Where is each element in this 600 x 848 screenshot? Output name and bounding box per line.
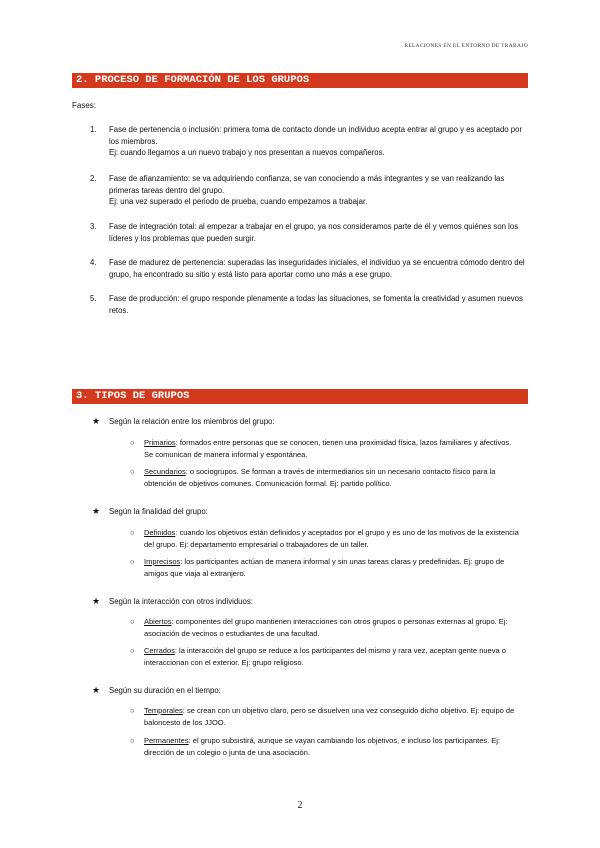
group-type-term: Imprecisos xyxy=(144,557,181,566)
section-2-title: 2. PROCESO DE FORMACIÓN DE LOS GRUPOS xyxy=(72,73,528,88)
group-type-item xyxy=(130,556,522,579)
group-type-item xyxy=(130,616,522,639)
phase-number: 5. xyxy=(90,294,97,303)
phase-text: Fase de integración total: al empezar a trabajar en el grupo, ya nos consideramos parte de él y vemos quiénes son los líderes y los problemas que pueden surgir. xyxy=(109,222,519,243)
group-type-description: : el grupo subsistirá, aunque se vayan cambiando los objetivos, e incluso los participantes. Ej: dirección de un colegio o junta de una asociación. xyxy=(144,736,501,757)
fases-label: Fases: xyxy=(72,101,97,110)
phase-item xyxy=(90,173,530,208)
group-type-term: Definidos xyxy=(144,528,176,537)
phase-number: 3. xyxy=(90,222,97,231)
circle-bullet-icon: ○ xyxy=(130,467,135,476)
group-type-description: : la interacción del grupo se reduce a los participantes del mismo y rara vez, aceptan gente nueva o interaccionan con el exterior. Ej: grupo religioso. xyxy=(144,646,506,667)
phase-number: 2. xyxy=(90,174,97,183)
category-heading xyxy=(92,596,522,608)
circle-bullet-icon: ○ xyxy=(130,617,135,626)
star-bullet-icon: ★ xyxy=(92,506,101,516)
phase-item xyxy=(90,293,530,316)
phase-text: Fase de pertenencia o inclusión: primera toma de contacto donde un individuo acepta entrar al grupo y es aceptado por los miembros. xyxy=(109,125,523,146)
circle-bullet-icon: ○ xyxy=(130,646,135,655)
phase-text: Fase de afianzamiento: se va adquiriendo confianza, se van conociendo a más integrantes y se van realizando las primeras tareas dentro del grupo. xyxy=(109,174,505,195)
phase-number: 4. xyxy=(90,258,97,267)
circle-bullet-icon: ○ xyxy=(130,438,135,447)
group-type-term: Primarios xyxy=(144,438,176,447)
phase-number: 1. xyxy=(90,125,97,134)
circle-bullet-icon: ○ xyxy=(130,706,135,715)
star-bullet-icon: ★ xyxy=(92,596,101,606)
group-type-item xyxy=(130,705,522,728)
group-type-term: Secundarios xyxy=(144,467,186,476)
circle-bullet-icon: ○ xyxy=(130,557,135,566)
group-type-item xyxy=(130,527,522,550)
category-heading xyxy=(92,685,522,697)
circle-bullet-icon: ○ xyxy=(130,736,135,745)
phase-item xyxy=(90,221,530,244)
phase-item xyxy=(90,124,530,159)
phase-text: Fase de madurez de pertenencia: superadas las inseguridades iniciales, el individuo ya se encuentra cómodo dentro del grupo, ha encontrado su sitio y está listo para aportar como uno más a ese grupo. xyxy=(109,258,525,279)
group-type-term: Cerrados xyxy=(144,646,175,655)
group-type-description: : o sociogrupos. Se forman a través de intermediarios sin un necesario contacto físico para la obtención de objetivos comunes. Comunicación formal. Ej: partido político. xyxy=(144,467,496,488)
group-type-description: : cuando los objetivos están definidos y aceptados por el grupo y es uno de los motivos de la existencia del grupo. Ej: departamento empresarial o trabajadores de un taller. xyxy=(144,528,519,549)
group-type-term: Temporales xyxy=(144,706,183,715)
star-bullet-icon: ★ xyxy=(92,416,101,426)
group-type-item xyxy=(130,645,522,668)
group-type-description: : componentes del grupo mantienen interacciones con otros grupos o personas externas al grupo. Ej: asociación de vecinos o estudiantes de una facultad. xyxy=(144,617,508,638)
group-type-description: : se crean con un objetivo claro, pero se disuelven una vez conseguido dicho objetivo. Ej: equipo de baloncesto de los JJOO. xyxy=(144,706,515,727)
category-label: Según la interacción con otros individuos: xyxy=(109,597,253,606)
group-type-term: Permanentes xyxy=(144,736,189,745)
phase-item xyxy=(90,257,530,280)
running-header: RELACIONES EN EL ENTORNO DE TRABAJO xyxy=(404,43,528,49)
star-bullet-icon: ★ xyxy=(92,685,101,695)
category-heading xyxy=(92,416,522,428)
group-type-description: : los participantes actúan de manera informal y sin unas tareas claras y predefinidas. Ej: grupo de amigos que viaja al extranjero. xyxy=(144,557,505,578)
group-type-description: : formados entre personas que se conocen, tienen una proximidad física, lazos familiares y afectivos. Se comunican de manera informal y espontánea. xyxy=(144,438,512,459)
section-3-title: 3. TIPOS DE GRUPOS xyxy=(72,389,528,404)
circle-bullet-icon: ○ xyxy=(130,528,135,537)
phase-example: Ej: una vez superado el periodo de prueba, cuando empezamos a trabajar. xyxy=(109,197,368,207)
phase-example: Ej: cuando llegamos a un nuevo trabajo y nos presentan a nuevos compañeros. xyxy=(109,148,385,158)
group-type-item xyxy=(130,466,522,489)
group-type-item xyxy=(130,437,522,460)
category-label: Según su duración en el tiempo: xyxy=(109,686,221,695)
page-number: 2 xyxy=(297,800,303,811)
category-label: Según la finalidad del grupo: xyxy=(109,507,208,516)
group-type-term: Abiertos xyxy=(144,617,172,626)
group-type-item xyxy=(130,735,522,758)
phase-text: Fase de producción: el grupo responde plenamente a todas las situaciones, se fomenta la creatividad y asumen nuevos retos. xyxy=(109,294,523,315)
category-heading xyxy=(92,506,522,518)
category-label: Según la relación entre los miembros del grupo: xyxy=(109,417,275,426)
